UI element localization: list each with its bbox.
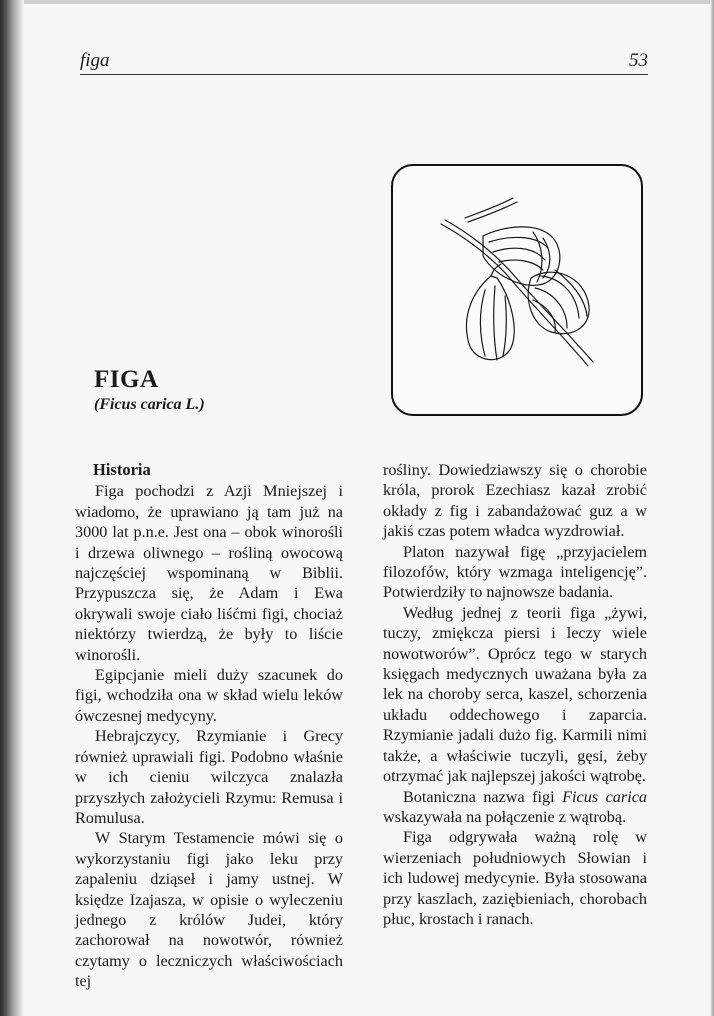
header-rule [80,74,648,75]
paragraph: Hebrajczycy, Rzymianie i Grecy również uprawiali figi. Podobno właśnie w ich cieniu wilczyca znalazła przyszłych założycieli Rzymu: Remusa i Romulusa. [75,727,343,827]
running-head-title: figa [80,50,110,71]
paragraph-botanical [383,787,647,828]
paragraph: Egipcjanie mieli duży szacunek do figi, wchodziła ona w skład wielu leków ówczesnej medycyny. [75,666,343,725]
right-column [383,460,647,929]
paragraph: Platon nazywał figę „przyjacielem filozofów, który wzmaga inteligencję”. Potwierdziły to najnowsze badania. [383,542,647,602]
page-right-edge [710,0,714,1016]
paragraph: W Starym Testamencie mówi się o wykorzystaniu figi jako leku przy zapaleniu dziąseł i jamy ustnej. W księdze Izajasza, w opisie o wyleczeniu jednego z królów Judei, który zachorował na nowotwór, również czytamy o leczniczych właściwościach tej [75,829,343,991]
text-run: wskazywała na połączenie z wątrobą. [383,807,627,826]
text-run: Botaniczna nazwa figi [403,787,563,806]
page-number: 53 [629,50,648,71]
paragraph: Figa odgrywała ważną rolę w wierzeniach południowych Słowian i ich ludowej medycynie. Była stosowana przy kaszlach, zaziębieniach, chorobach płuc, krostach i ranach. [383,828,647,928]
page-top-edge [0,0,714,4]
plant-title: FIGA [94,366,159,393]
section-heading-historia: Historia [93,460,151,479]
latin-term: Ficus carica [562,787,647,806]
fig-illustration-frame [391,164,643,416]
paragraph: Figa pochodzi z Azji Mniejszej i wiadomo, że uprawiano ją tam już na 3000 lat p.n.e. Jest ona – obok winorośli i drzewa oliwnego – rośliną owocową najczęściej wspominaną w Biblii. Przypuszcza się, że Adam i Ewa okrywali swoje ciało liśćmi figi, chociaż niektórzy twierdzą, że były to liście winorośli. [75,482,343,664]
running-head [80,50,648,72]
fig-branch-illustration [393,166,641,414]
paragraph: Według jednej z teorii figa „żywi, tuczy, zmiękcza piersi i leczy wiele nowotworów”. Oprócz tego w starych księgach medycznych uważana była za lek na choroby serca, kaszel, schorzenia układu oddechowego i zaparcia. Rzymianie jadali dużo fig. Karmili nimi także, a właściwie tuczyli, gęsi, żeby otrzymać jak najlepszej jakości wątrobę. [383,603,647,786]
book-spine-shadow [0,0,24,1016]
paragraph: rośliny. Dowiedziawszy się o chorobie króla, prorok Ezechiasz kazał zrobić okłady z fig i zabandażować guz a w jakiś czas potem władca wyzdrowiał. [383,461,647,541]
left-column [75,460,343,992]
plant-latin-name: (Ficus carica L.) [94,396,205,413]
